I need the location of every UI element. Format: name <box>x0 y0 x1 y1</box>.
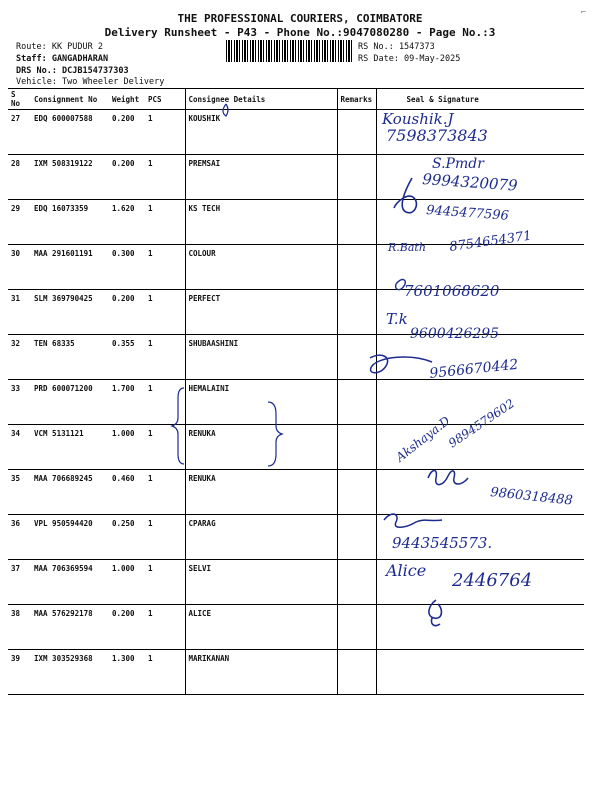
cell-pcs: 1 <box>145 290 185 335</box>
table-row <box>8 245 584 290</box>
table-row <box>8 470 584 515</box>
cell-weight: 1.700 <box>109 380 145 425</box>
cell-weight: 0.200 <box>109 155 145 200</box>
cell-weight: 0.250 <box>109 515 145 560</box>
rs-number: RS No.: 1547373 <box>358 42 435 52</box>
rs-date: RS Date: 09-May-2025 <box>358 54 461 64</box>
cell-consignment: SLM 369790425 <box>31 290 109 335</box>
table-row <box>8 335 584 380</box>
col-header-sno: S No <box>8 89 31 110</box>
table-row <box>8 380 584 425</box>
cell-signature <box>376 515 584 560</box>
signature-phone: 9894579602 <box>445 396 517 451</box>
cell-pcs: 1 <box>145 515 185 560</box>
signature-name: S.Pmdr <box>432 156 484 172</box>
col-header-pcs: PCS <box>145 89 185 110</box>
col-header-weight: Weight <box>109 89 145 110</box>
route-label: Route: KK PUDUR 2 <box>16 42 103 52</box>
col-header-remarks: Remarks <box>337 89 376 110</box>
cell-consignment: IXM 303529368 <box>31 650 109 695</box>
cell-consignment: MAA 706689245 <box>31 470 109 515</box>
table-row <box>8 605 584 650</box>
vehicle-label: Vehicle: Two Wheeler Delivery <box>16 77 165 87</box>
signature-phone: 9566670442 <box>428 356 520 382</box>
cell-pcs: 1 <box>145 425 185 470</box>
cell-consignment: VCM 5131121 <box>31 425 109 470</box>
cell-consignee: KS TECH <box>185 200 337 245</box>
document-title: THE PROFESSIONAL COURIERS, COIMBATORE <box>177 12 423 25</box>
cell-consignment: MAA 291601191 <box>31 245 109 290</box>
cell-pcs: 1 <box>145 560 185 605</box>
cell-sno: 30 <box>8 245 31 290</box>
cell-consignee: KOUSHIK <box>185 110 337 155</box>
cell-sno: 32 <box>8 335 31 380</box>
col-header-signature: Seal & Signature <box>376 89 584 110</box>
cell-signature <box>376 380 584 425</box>
cell-consignment: IXM 508319122 <box>31 155 109 200</box>
cell-pcs: 1 <box>145 200 185 245</box>
cell-pcs: 1 <box>145 380 185 425</box>
cell-sno: 36 <box>8 515 31 560</box>
signature-phone: 9860318488 <box>489 485 574 509</box>
cell-consignment: VPL 950594420 <box>31 515 109 560</box>
cell-weight: 1.300 <box>109 650 145 695</box>
cell-pcs: 1 <box>145 605 185 650</box>
cell-sno: 38 <box>8 605 31 650</box>
cell-remarks <box>337 470 376 515</box>
staff-label: Staff: GANGADHARAN <box>16 54 109 64</box>
cell-weight: 0.200 <box>109 110 145 155</box>
signature-phone: 9994320079 <box>421 170 519 195</box>
cell-consignee: HEMALAINI <box>185 380 337 425</box>
cell-weight: 0.200 <box>109 290 145 335</box>
cell-sno: 27 <box>8 110 31 155</box>
signature-phone: 9445477596 <box>425 203 510 224</box>
signature-name: Koushik.J <box>382 110 454 128</box>
cell-signature <box>376 110 584 155</box>
cell-signature <box>376 245 584 290</box>
cell-pcs: 1 <box>145 335 185 380</box>
signature-name: T.k <box>386 310 408 328</box>
signature-phone: 7601068620 <box>404 282 500 300</box>
corner-mark: ⌐ <box>580 8 586 18</box>
table-row <box>8 290 584 335</box>
table-row <box>8 560 584 605</box>
cell-signature <box>376 200 584 245</box>
table-row <box>8 650 584 695</box>
cell-consignee: COLOUR <box>185 245 337 290</box>
cell-pcs: 1 <box>145 470 185 515</box>
cell-consignee: PREMSAI <box>185 155 337 200</box>
table-row <box>8 515 584 560</box>
cell-consignee: RENUKA <box>185 425 337 470</box>
barcode <box>226 40 352 62</box>
cell-weight: 0.460 <box>109 470 145 515</box>
cell-remarks <box>337 560 376 605</box>
cell-remarks <box>337 200 376 245</box>
signature-phone: 9443545573. <box>392 534 493 552</box>
col-header-consignee: Consignee Details <box>185 89 337 110</box>
cell-weight: 1.000 <box>109 425 145 470</box>
signature-phone: 8754654371 <box>448 228 533 255</box>
cell-signature <box>376 425 584 470</box>
cell-sno: 28 <box>8 155 31 200</box>
cell-consignee: RENUKA <box>185 470 337 515</box>
table-row <box>8 425 584 470</box>
cell-sno: 34 <box>8 425 31 470</box>
cell-consignment: PRD 600071200 <box>31 380 109 425</box>
cell-consignee: CPARAG <box>185 515 337 560</box>
cell-pcs: 1 <box>145 245 185 290</box>
cell-weight: 1.000 <box>109 560 145 605</box>
table-row <box>8 200 584 245</box>
cell-sno: 33 <box>8 380 31 425</box>
cell-remarks <box>337 425 376 470</box>
cell-consignment: MAA 576292178 <box>31 605 109 650</box>
signature-phone: 7598373843 <box>386 126 488 145</box>
cell-remarks <box>337 515 376 560</box>
cell-pcs: 1 <box>145 155 185 200</box>
cell-remarks <box>337 605 376 650</box>
col-header-consignment: Consignment No <box>31 89 109 110</box>
cell-remarks <box>337 380 376 425</box>
cell-consignee: SELVI <box>185 560 337 605</box>
cell-signature <box>376 155 584 200</box>
cell-signature <box>376 650 584 695</box>
drs-number: DRS No.: DCJB154737303 <box>16 66 129 76</box>
cell-consignment: TEN 68335 <box>31 335 109 380</box>
cell-signature <box>376 470 584 515</box>
cell-sno: 31 <box>8 290 31 335</box>
table-row <box>8 110 584 155</box>
cell-weight: 0.200 <box>109 605 145 650</box>
signature-name: Akshaya.D <box>393 413 453 465</box>
table-row <box>8 155 584 200</box>
cell-remarks <box>337 110 376 155</box>
cell-signature <box>376 605 584 650</box>
signature-phone: 9600426295 <box>410 326 500 342</box>
cell-signature <box>376 560 584 605</box>
signature-phone: 2446764 <box>452 570 533 591</box>
cell-weight: 0.355 <box>109 335 145 380</box>
cell-weight: 0.300 <box>109 245 145 290</box>
cell-consignee: ALICE <box>185 605 337 650</box>
cell-remarks <box>337 245 376 290</box>
cell-sno: 35 <box>8 470 31 515</box>
cell-pcs: 1 <box>145 110 185 155</box>
cell-pcs: 1 <box>145 650 185 695</box>
cell-consignment: MAA 706369594 <box>31 560 109 605</box>
cell-remarks <box>337 335 376 380</box>
runsheet-table <box>8 88 584 695</box>
signature-name: R.Bath <box>388 241 426 254</box>
cell-sno: 37 <box>8 560 31 605</box>
document-subtitle: Delivery Runsheet - P43 - Phone No.:9047080280 - Page No.:3 <box>104 26 496 39</box>
cell-consignee: PERFECT <box>185 290 337 335</box>
cell-consignment: EDQ 16073359 <box>31 200 109 245</box>
cell-remarks <box>337 650 376 695</box>
cell-remarks <box>337 290 376 335</box>
cell-signature <box>376 290 584 335</box>
cell-sno: 39 <box>8 650 31 695</box>
table-header-row <box>8 89 584 110</box>
cell-remarks <box>337 155 376 200</box>
cell-consignee: SHUBAASHINI <box>185 335 337 380</box>
signature-name: Alice <box>386 561 427 580</box>
cell-sno: 29 <box>8 200 31 245</box>
cell-consignment: EDQ 600007588 <box>31 110 109 155</box>
cell-signature <box>376 335 584 380</box>
cell-weight: 1.620 <box>109 200 145 245</box>
cell-consignee: MARIKANAN <box>185 650 337 695</box>
